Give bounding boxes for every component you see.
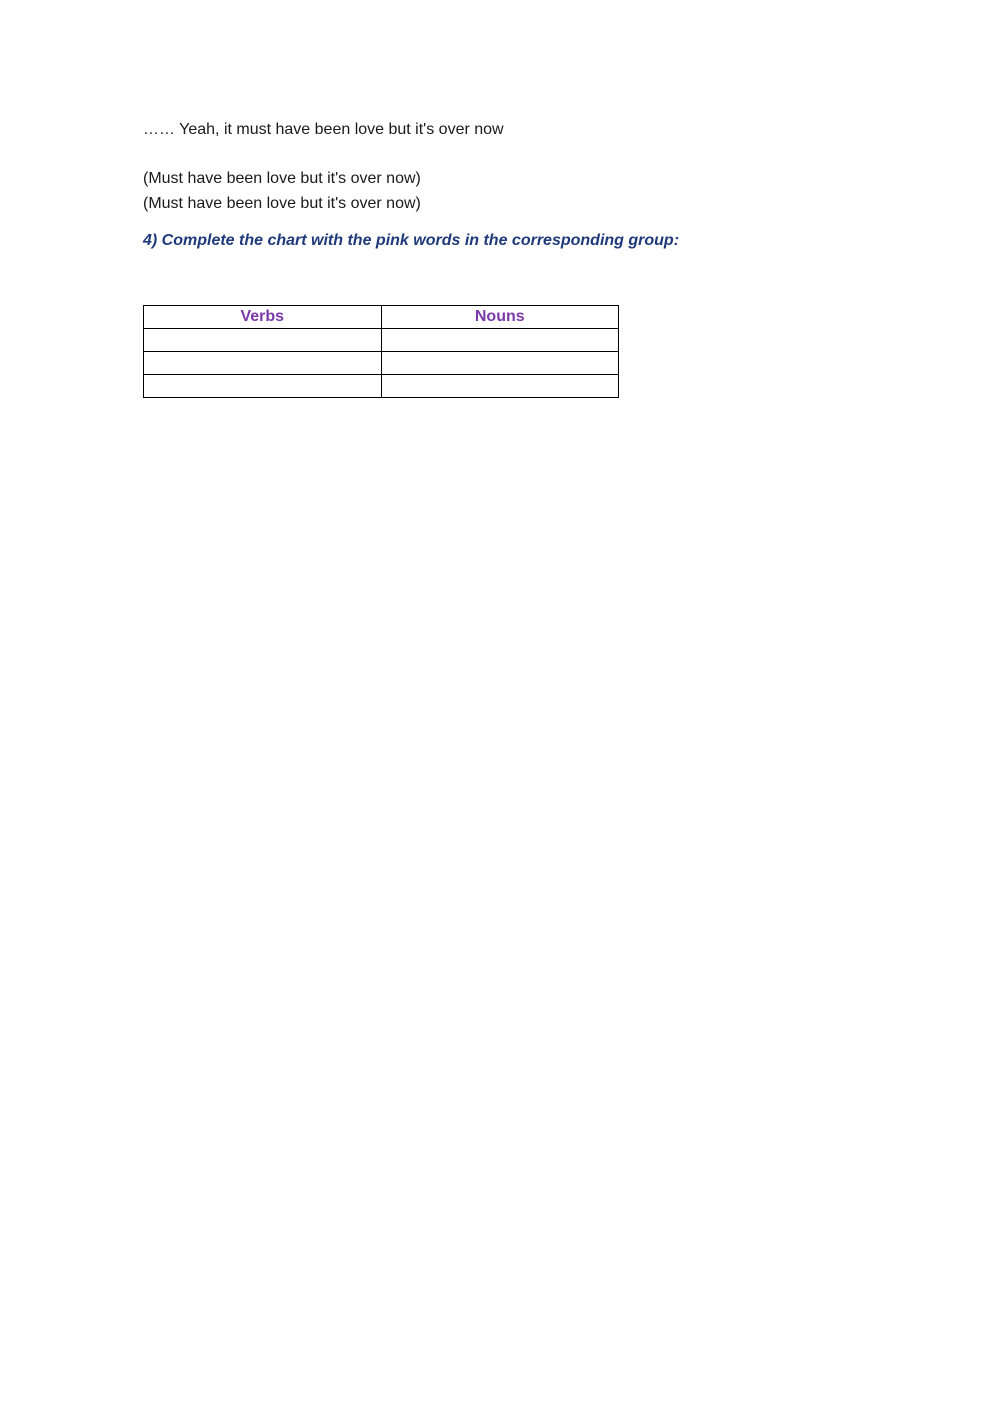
lyric-line-2: (Must have been love but it's over now) xyxy=(143,170,421,187)
verbs-cell[interactable] xyxy=(144,329,382,352)
verbs-header: Verbs xyxy=(144,306,382,329)
verbs-nouns-chart xyxy=(143,305,619,398)
chart-header-row xyxy=(144,306,619,329)
lyric-line-3: (Must have been love but it's over now) xyxy=(143,195,421,212)
verbs-cell[interactable] xyxy=(144,352,382,375)
nouns-cell[interactable] xyxy=(381,329,619,352)
verbs-cell[interactable] xyxy=(144,375,382,398)
nouns-header: Nouns xyxy=(381,306,619,329)
table-row xyxy=(144,352,619,375)
table-row xyxy=(144,375,619,398)
nouns-cell[interactable] xyxy=(381,352,619,375)
nouns-cell[interactable] xyxy=(381,375,619,398)
exercise-instruction: 4) Complete the chart with the pink words in the corresponding group: xyxy=(143,232,680,249)
table-row xyxy=(144,329,619,352)
lyric-line-1: …… Yeah, it must have been love but it's over now xyxy=(143,121,504,138)
